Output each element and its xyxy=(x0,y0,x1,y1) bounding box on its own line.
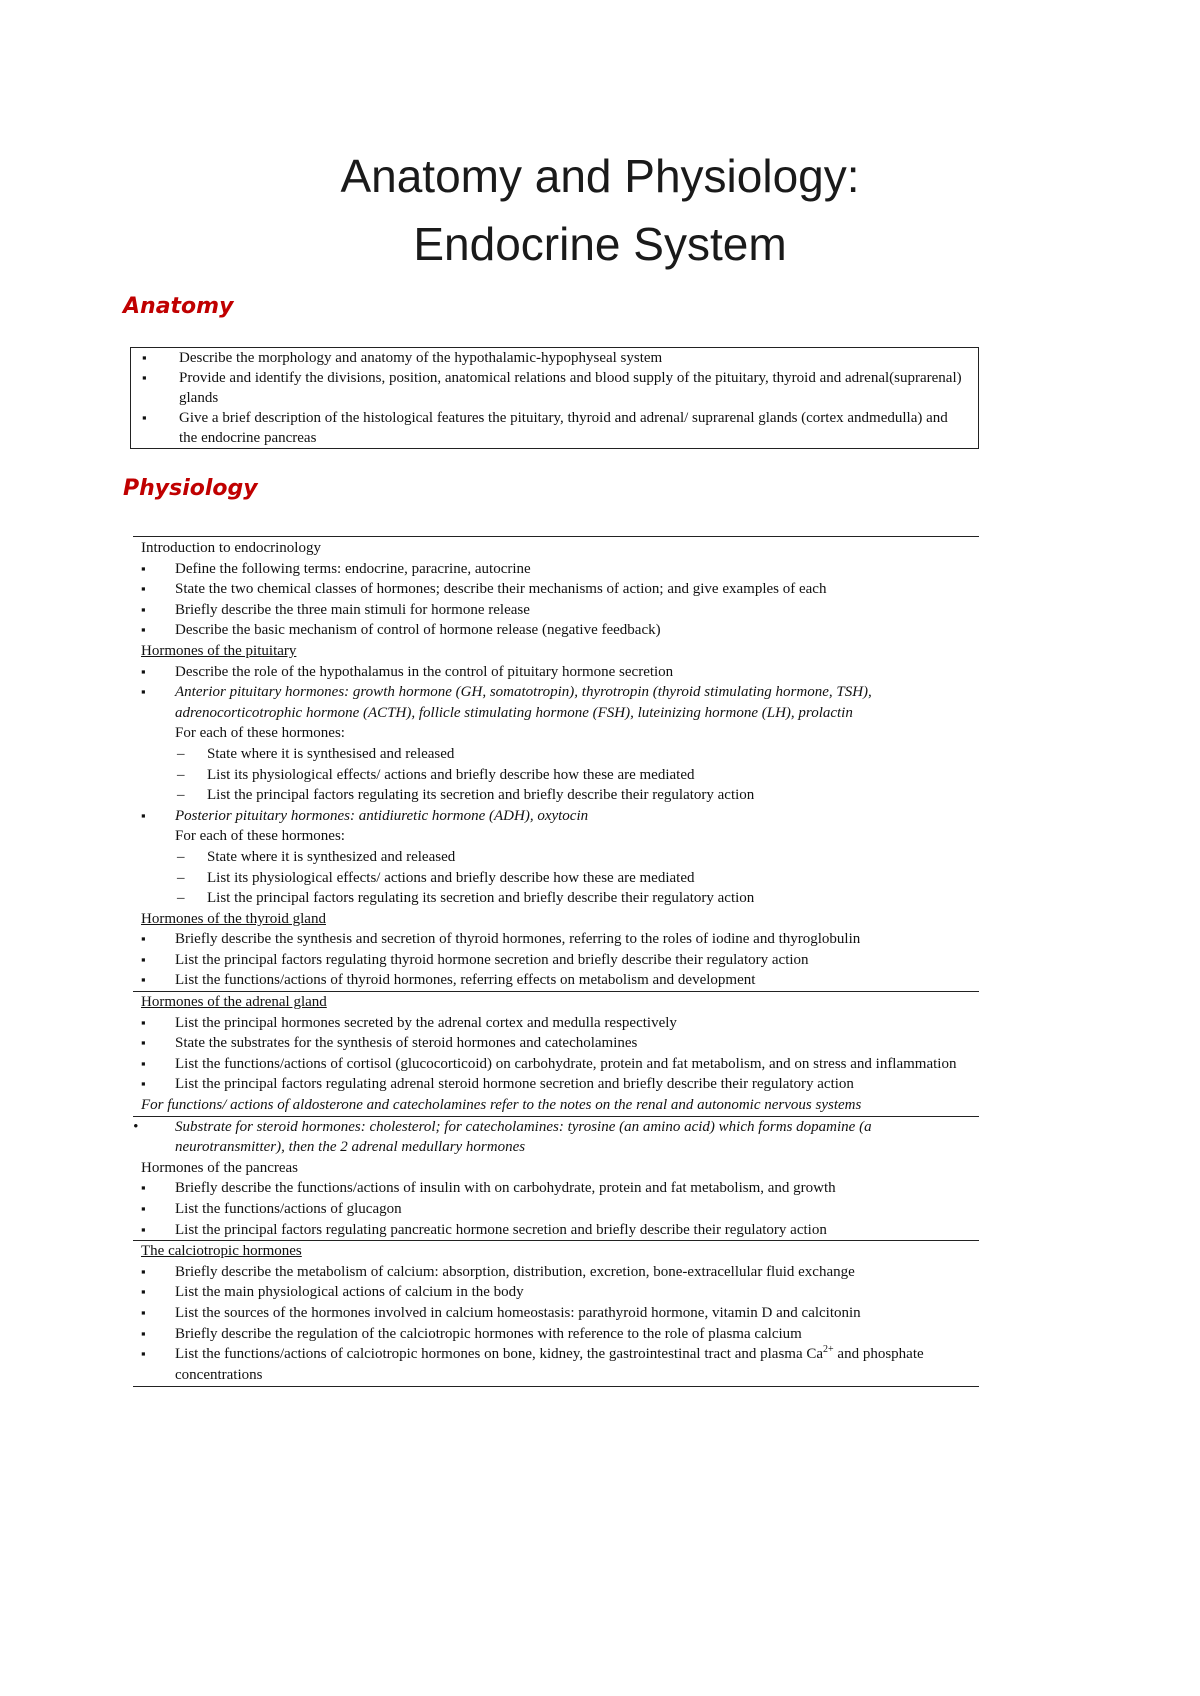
list-item: ▪ List the functions/actions of thyroid hormones, referring effects on metabolism and development xyxy=(133,970,979,991)
sub-item: – List the principal factors regulating its secretion and briefly describe their regulatory action xyxy=(133,888,979,909)
physiology-heading: Physiology xyxy=(123,476,258,501)
section-title-introduction: Introduction to endocrinology xyxy=(141,540,321,556)
item-text: and phosphate concentrations xyxy=(175,1346,924,1383)
list-item: ▪ List the principal factors regulating thyroid hormone secretion and briefly describe their regulatory action xyxy=(133,950,979,971)
list-item: ▪ Briefly describe the three main stimuli for hormone release xyxy=(133,600,979,621)
list-item: ▪ Describe the basic mechanism of control of hormone release (negative feedback) xyxy=(133,620,979,641)
list-item: ▪ Briefly describe the metabolism of calcium: absorption, distribution, excretion, bone-extracellular fluid exchange xyxy=(133,1262,979,1283)
sub-item: – List its physiological effects/ actions and briefly describe how these are mediated xyxy=(133,868,979,889)
adrenal-note: For functions/ actions of aldosterone and catecholamines refer to the notes on the renal and autonomic nervous systems xyxy=(141,1097,862,1114)
list-item: ▪ List the functions/actions of glucagon xyxy=(133,1199,979,1220)
anatomy-item: ▪ Provide and identify the divisions, position, anatomical relations and blood supply of the pituitary, thyroid and adrenal(suprarenal) glands xyxy=(139,368,964,408)
sub-item: – List the principal factors regulating its secretion and briefly describe their regulatory action xyxy=(133,785,979,806)
section-title-thyroid: Hormones of the thyroid gland xyxy=(141,910,326,927)
sub-item: – List its physiological effects/ actions and briefly describe how these are mediated xyxy=(133,765,979,786)
list-item: ▪ Describe the role of the hypothalamus in the control of pituitary hormone secretion xyxy=(133,662,979,683)
item-text: List the functions/actions of calciotropic hormones on bone, kidney, the gastrointestinal tract and plasma Ca xyxy=(175,1346,824,1363)
list-item: ▪ Define the following terms: endocrine, paracrine, autocrine xyxy=(133,559,979,580)
anatomy-heading: Anatomy xyxy=(123,294,234,319)
for-each-label: For each of these hormones: xyxy=(175,725,345,742)
list-item: ▪ State the substrates for the synthesis of steroid hormones and catecholamines xyxy=(133,1033,979,1054)
list-item: ▪ List the principal factors regulating adrenal steroid hormone secretion and briefly describe their regulatory action xyxy=(133,1074,979,1095)
list-item: ▪ List the sources of the hormones involved in calcium homeostasis: parathyroid hormone, vitamin D and calcitonin xyxy=(133,1303,979,1324)
physiology-objectives-table xyxy=(133,536,979,1387)
list-item: ▪ List the functions/actions of cortisol (glucocorticoid) on carbohydrate, protein and fat metabolism, and on stress and inflammation xyxy=(133,1054,979,1075)
list-item: ▪ List the main physiological actions of calcium in the body xyxy=(133,1282,979,1303)
list-item-posterior-pituitary: ▪ Posterior pituitary hormones: antidiuretic hormone (ADH), oxytocin xyxy=(133,806,979,827)
list-item-calcium-actions xyxy=(133,1344,979,1385)
section-title-pancreas: Hormones of the pancreas xyxy=(141,1159,299,1176)
substrate-note: • Substrate for steroid hormones: cholesterol; for catecholamines: tyrosine (an amino acid) which forms dopamine (a neurotransmitter), then the 2 adrenal medullary hormones xyxy=(133,1117,979,1158)
list-item: ▪ Briefly describe the synthesis and secretion of thyroid hormones, referring to the roles of iodine and thyroglobulin xyxy=(133,929,979,950)
for-each-label: For each of these hormones: xyxy=(175,828,345,845)
calcium-charge-superscript: 2+ xyxy=(823,1344,834,1356)
title-line-1: Anatomy and Physiology: xyxy=(340,150,860,202)
anatomy-item: ▪ Give a brief description of the histological features the pituitary, thyroid and adrenal/ suprarenal glands (cortex andmedulla) and the endocrine pancreas xyxy=(139,408,964,448)
title-line-2: Endocrine System xyxy=(413,218,787,270)
list-item: ▪ List the principal hormones secreted by the adrenal cortex and medulla respectively xyxy=(133,1013,979,1034)
section-title-pituitary: Hormones of the pituitary xyxy=(141,642,297,659)
section-title-calciotropic: The calciotropic hormones xyxy=(141,1243,302,1260)
list-item: ▪ Briefly describe the functions/actions of insulin with on carbohydrate, protein and fat metabolism, and growth xyxy=(133,1178,979,1199)
list-item-anterior-pituitary: ▪ Anterior pituitary hormones: growth hormone (GH, somatotropin), thyrotropin (thyroid stimulating hormone, TSH), adrenocorticotrophic hormone (ACTH), follicle stimulating hormone (FSH), luteinizing hormone (LH), prolactin xyxy=(133,682,979,723)
list-item: ▪ Briefly describe the regulation of the calciotropic hormones with reference to the role of plasma calcium xyxy=(133,1324,979,1345)
document-title xyxy=(0,142,1200,278)
anatomy-objectives-box xyxy=(130,347,979,449)
list-item: ▪ List the principal factors regulating pancreatic hormone secretion and briefly describe their regulatory action xyxy=(133,1220,979,1241)
list-item: ▪ State the two chemical classes of hormones; describe their mechanisms of action; and give examples of each xyxy=(133,579,979,600)
sub-item: – State where it is synthesized and released xyxy=(133,847,979,868)
sub-item: – State where it is synthesised and released xyxy=(133,744,979,765)
anatomy-item: ▪ Describe the morphology and anatomy of the hypothalamic-hypophyseal system xyxy=(139,348,964,368)
section-title-adrenal: Hormones of the adrenal gland xyxy=(141,994,327,1011)
